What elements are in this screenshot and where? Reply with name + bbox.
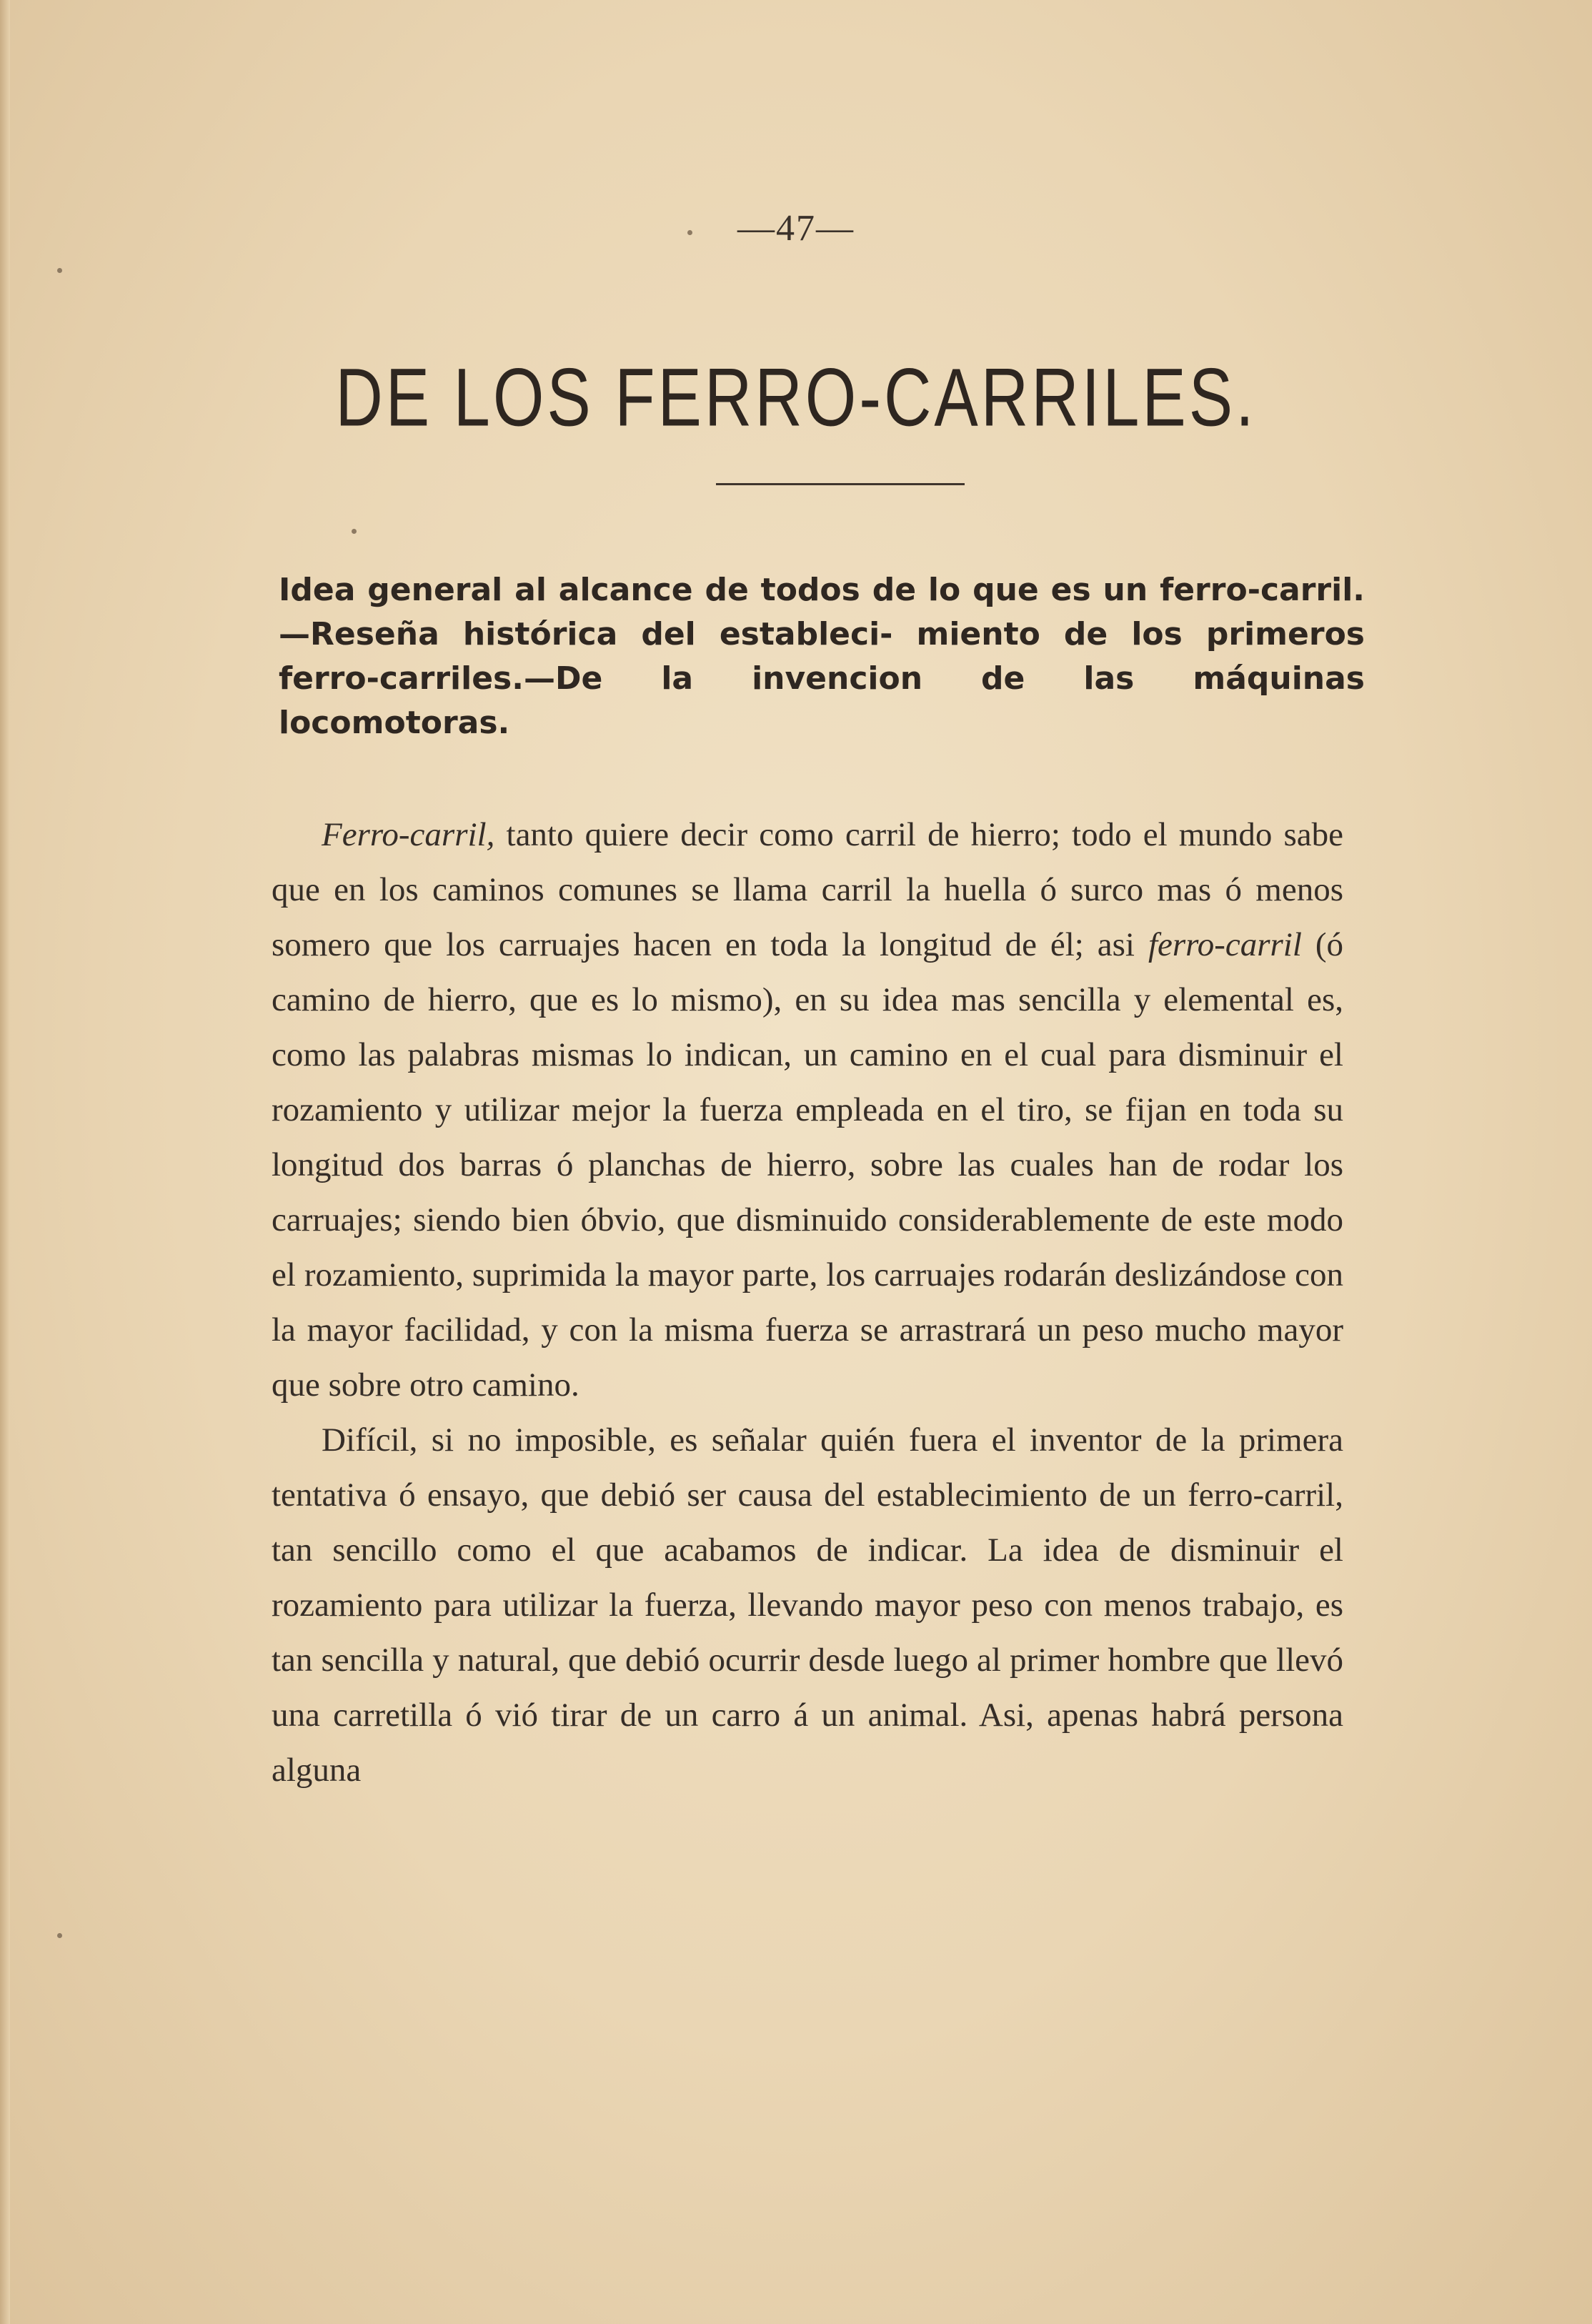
paragraph-1-text-a: tanto quiere decir como carril de hierro; todo el mundo sabe que en los caminos comunes se llama carril la huella ó surco mas ó menos somero que los carruajes hacen en toda la longitud de él; asi <box>272 816 1343 963</box>
term-ferro-carril-inline: ferro-carril <box>1148 926 1302 963</box>
paragraph-1-text-b: (ó camino de hierro, que es lo mismo), en su idea mas sencilla y elemental es, como las palabras mismas lo indican, un camino en el cual para disminuir el rozamiento y utilizar mejor la fuerza empleada en el tiro, se fijan en toda su longitud dos barras ó planchas de hierro, sobre las cuales han de rodar los carruajes; siendo bien óbvio, que disminuido considerablemente de este modo el rozamiento, suprimida la mayor parte, los carruajes rodarán deslizándose con la mayor facilidad, y con la misma fuerza se arrastrará un peso mucho mayor que sobre otro camino. <box>272 926 1343 1404</box>
paper-speck <box>57 268 62 273</box>
page-number: —47— <box>737 208 855 249</box>
paragraph-2: Difícil, si no imposible, es señalar quién fuera el inventor de la primera tentativa ó ensayo, que debió ser causa del establecimiento de un ferro-carril, tan sencillo como el que acabamos de indicar. La idea de disminuir el rozamiento para utilizar la fuerza, llevando mayor peso con menos trabajo, es tan sencilla y natural, que debió ocurrir desde luego al primer hombre que llevó una carretilla ó vió tirar de un carro á un animal. Asi, apenas habrá persona alguna <box>272 1421 1343 1789</box>
paragraph-1 <box>272 808 1343 1413</box>
page-binding-edge <box>0 0 10 2324</box>
paper-speck <box>57 1933 62 1938</box>
chapter-summary: Idea general al alcance de todos de lo que es un ferro-carril.—Reseña histórica del estableci- miento de los primeros ferro-carriles.—De la invencion de las máquinas locomotoras. <box>279 572 1365 741</box>
chapter-body <box>272 808 1343 1798</box>
chapter-title: DE LOS FERRO-CARRILES. <box>335 352 1257 444</box>
paper-speck <box>352 529 357 534</box>
term-ferro-carril: Ferro-carril, <box>322 816 495 853</box>
title-divider <box>716 483 965 485</box>
